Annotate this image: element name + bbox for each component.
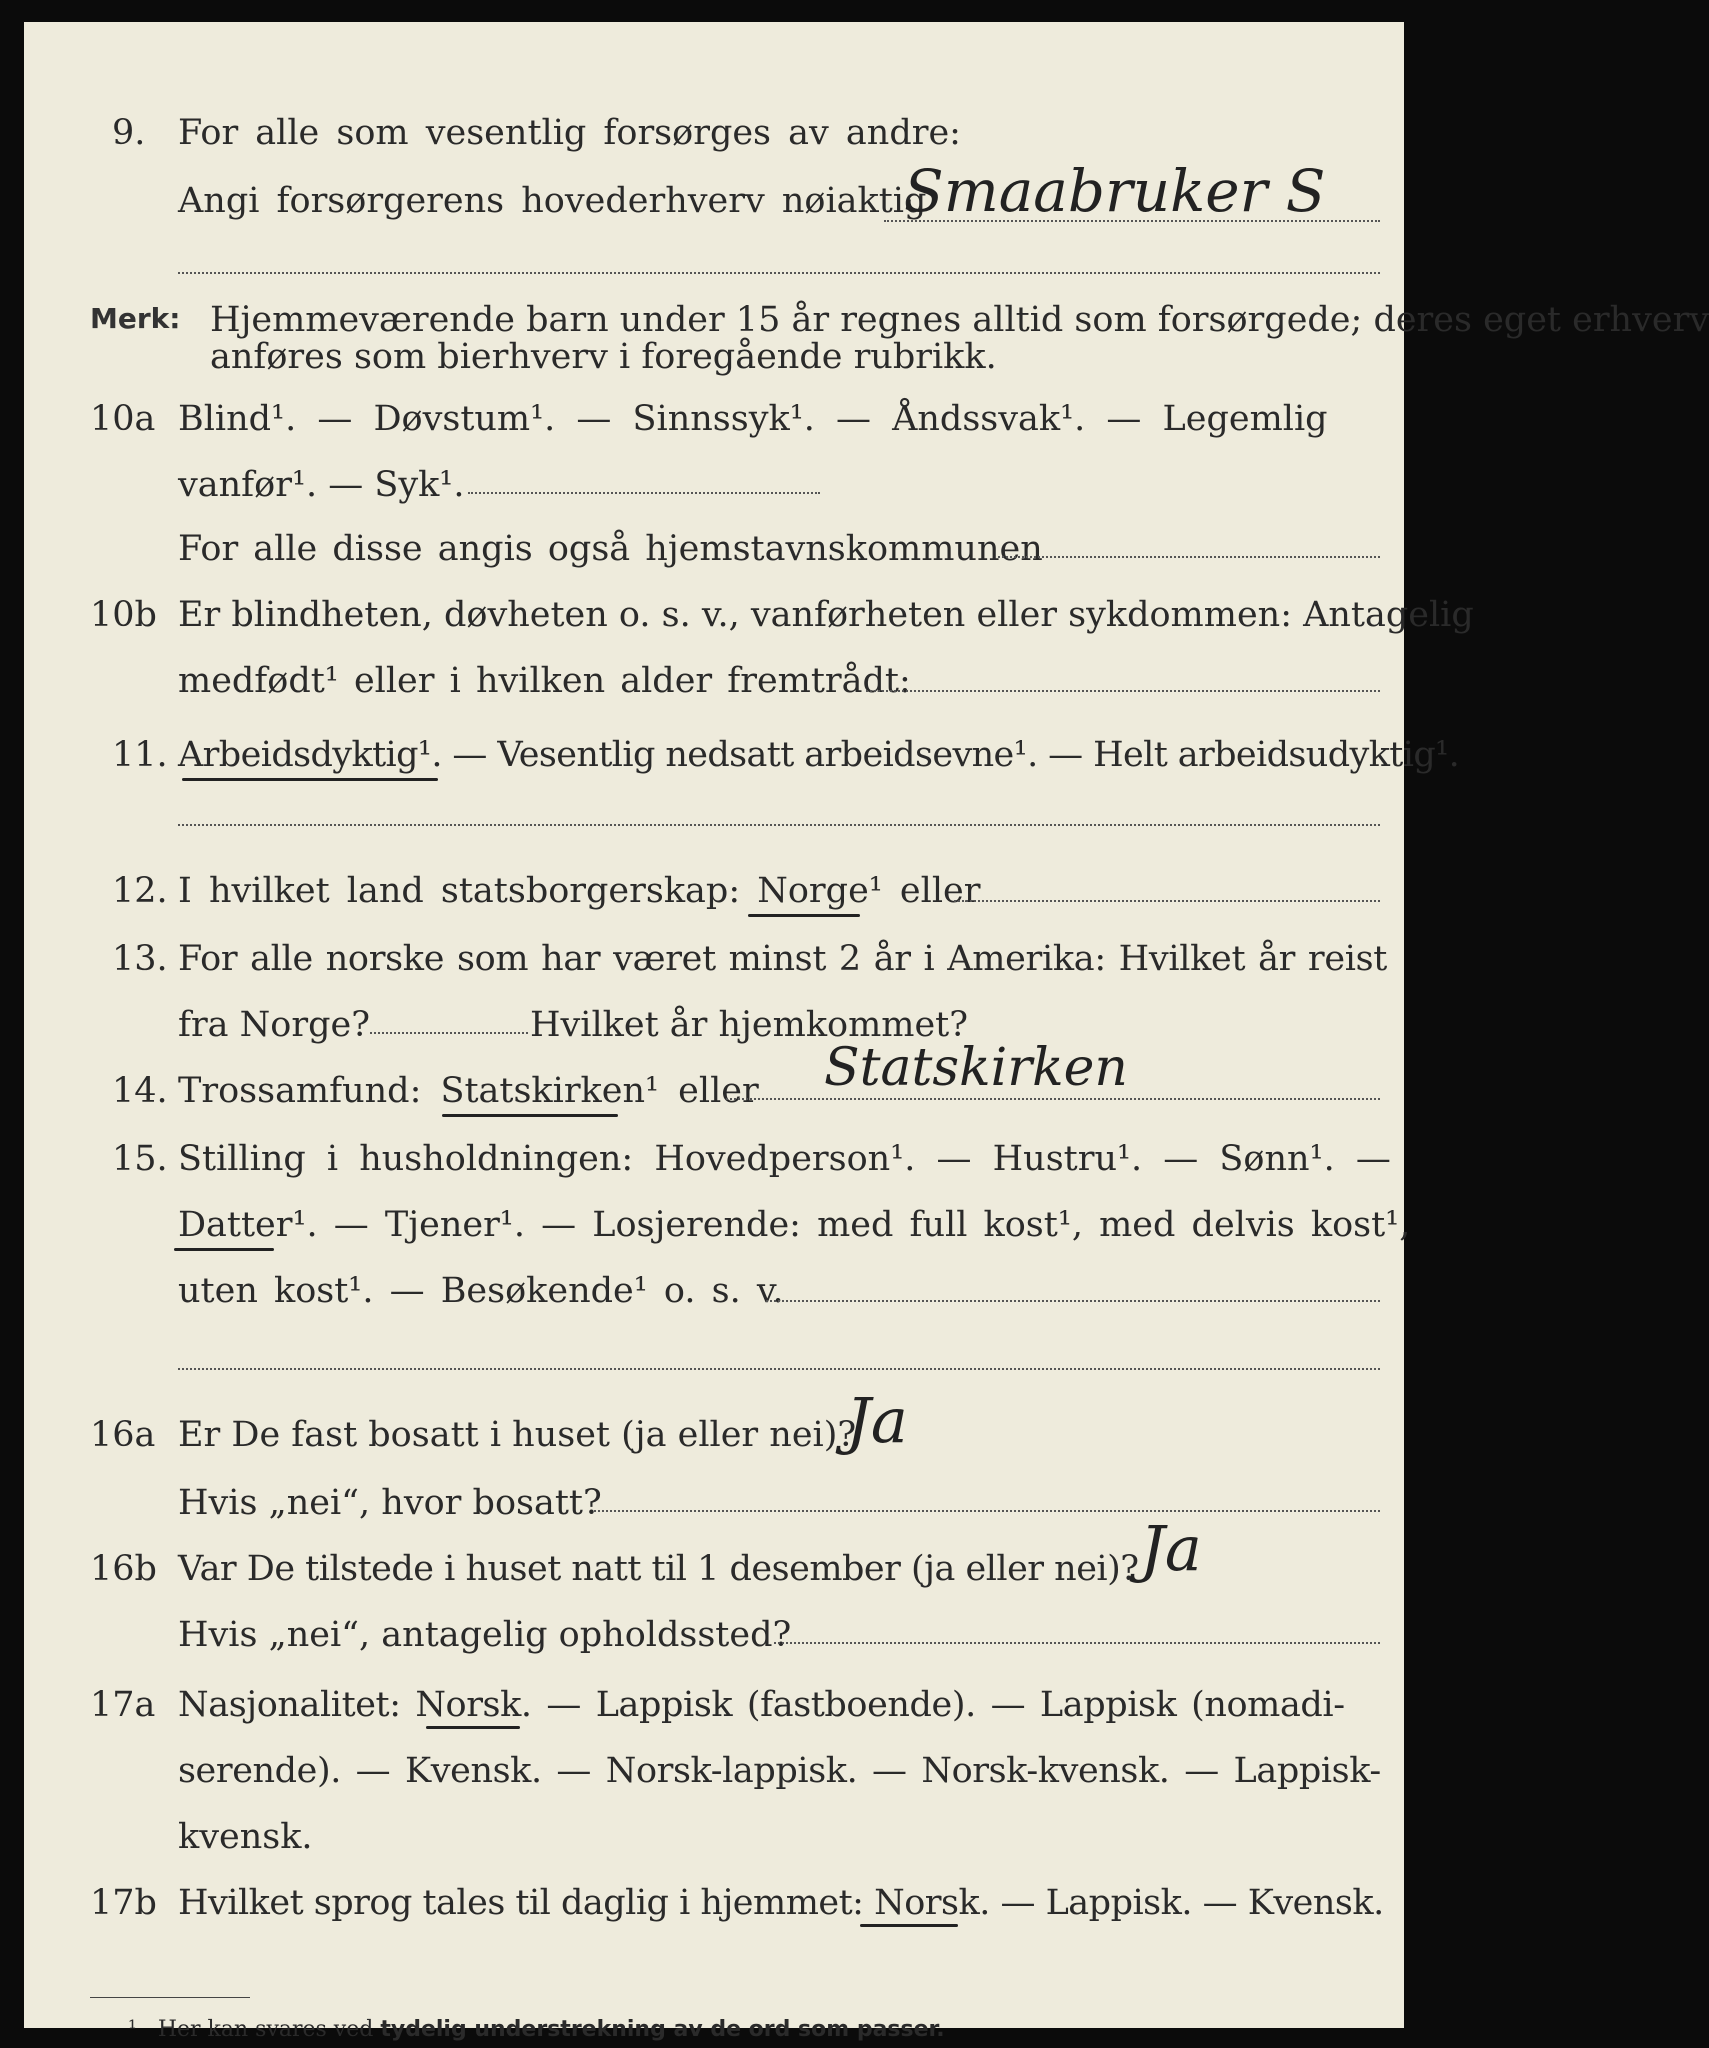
q16b-line2: Hvis „nei“, antagelig opholdssted? bbox=[178, 1615, 792, 1655]
q15-line2: Datter¹. — Tjener¹. — Losjerende: med full kost¹, med delvis kost¹, bbox=[178, 1205, 1411, 1245]
q12-number: 12. bbox=[112, 871, 168, 911]
q15-answer-underline bbox=[174, 1248, 274, 1251]
q12-dots bbox=[954, 900, 1380, 902]
q10b-line2: medfødt¹ eller i hvilken alder fremtrådt: bbox=[178, 661, 911, 701]
q16a-line1: Er De fast bosatt i huset (ja eller nei)? bbox=[178, 1415, 857, 1455]
merk-line2: anføres som bierhverv i foregående rubrikk. bbox=[210, 337, 997, 377]
q12-answer-underline bbox=[748, 914, 860, 917]
q16a-line2-dots bbox=[594, 1510, 1380, 1512]
q16a-handwritten-answer: Ja bbox=[846, 1384, 908, 1457]
q10a-line2-dots bbox=[468, 492, 820, 494]
q14-line1: Trossamfund: Statskirken¹ eller bbox=[178, 1071, 759, 1111]
merk-label: Merk: bbox=[90, 302, 181, 335]
q9-line2: Angi forsørgerens hovederhverv nøiaktig bbox=[178, 181, 927, 221]
q14-answer-underline bbox=[442, 1114, 618, 1117]
q15-blank-line bbox=[178, 1368, 1380, 1370]
q16b-number: 16b bbox=[90, 1549, 157, 1589]
q17b-answer-underline bbox=[860, 1924, 958, 1927]
q13-line2a: fra Norge? bbox=[178, 1005, 370, 1045]
q17a-number: 17a bbox=[90, 1685, 156, 1725]
q14-number: 14. bbox=[112, 1071, 168, 1111]
footnote bbox=[128, 2017, 945, 2042]
census-form-page bbox=[24, 22, 1709, 2042]
q15-line3-dots bbox=[766, 1300, 1380, 1302]
q9-number: 9. bbox=[112, 113, 146, 153]
q17a-line2: serende). — Kvensk. — Norsk-lappisk. — Norsk-kvensk. — Lappisk- bbox=[178, 1751, 1381, 1791]
q15-number: 15. bbox=[112, 1139, 168, 1179]
footnote-rule bbox=[90, 1997, 250, 1998]
q17b-line1: Hvilket sprog tales til daglig i hjemmet: Norsk. — Lappisk. — Kvensk. bbox=[178, 1883, 1384, 1923]
q16b-line1: Var De tilstede i huset natt til 1 desember (ja eller nei)? bbox=[178, 1549, 1139, 1589]
q10a-line3-dots bbox=[998, 556, 1380, 558]
footnote-mark: ¹ bbox=[128, 2017, 137, 2042]
q17a-line3: kvensk. bbox=[178, 1817, 313, 1857]
q16a-line2: Hvis „nei“, hvor bosatt? bbox=[178, 1483, 602, 1523]
q11-number: 11. bbox=[112, 735, 168, 775]
q15-line1: Stilling i husholdningen: Hovedperson¹. — Hustru¹. — Sønn¹. — bbox=[178, 1139, 1391, 1179]
q16b-line2-dots bbox=[774, 1642, 1380, 1644]
q10b-line2-dots bbox=[866, 690, 1380, 692]
q17b-number: 17b bbox=[90, 1883, 157, 1923]
q10b-number: 10b bbox=[90, 595, 157, 635]
q16b-handwritten-answer: Ja bbox=[1140, 1512, 1202, 1585]
footnote-text: Her kan svares ved bbox=[157, 2017, 374, 2042]
q13-line2a-dots bbox=[370, 1032, 528, 1034]
q11-answer-underline bbox=[182, 778, 438, 781]
q9-handwritten-answer: Smaabruker S bbox=[904, 157, 1326, 225]
q10a-line1: Blind¹. — Døvstum¹. — Sinnssyk¹. — Åndssvak¹. — Legemlig bbox=[178, 399, 1328, 439]
q15-line3: uten kost¹. — Besøkende¹ o. s. v. bbox=[178, 1271, 784, 1311]
q10a-line2: vanfør¹. — Syk¹. bbox=[178, 465, 465, 505]
footnote-bold-text: tydelig understrekning av de ord som passer. bbox=[380, 2017, 945, 2042]
q9-blank-line bbox=[178, 272, 1380, 274]
q11-blank-line bbox=[178, 824, 1380, 826]
q10a-line3: For alle disse angis også hjemstavnskommunen bbox=[178, 529, 1043, 569]
q17a-line1: Nasjonalitet: Norsk. — Lappisk (fastboende). — Lappisk (nomadi- bbox=[178, 1685, 1345, 1725]
q10a-number: 10a bbox=[90, 399, 156, 439]
q11-line1: Arbeidsdyktig¹. — Vesentlig nedsatt arbeidsevne¹. — Helt arbeidsudyktig¹. bbox=[178, 735, 1460, 775]
q13-line2b: Hvilket år hjemkommet? bbox=[530, 1005, 969, 1045]
q13-line1: For alle norske som har været minst 2 år i Amerika: Hvilket år reist bbox=[178, 939, 1388, 979]
merk-line1: Hjemmeværende barn under 15 år regnes alltid som forsørgede; deres eget erhverv bbox=[210, 300, 1709, 340]
q16a-number: 16a bbox=[90, 1415, 156, 1455]
q17a-answer-underline bbox=[426, 1726, 520, 1729]
q12-line1: I hvilket land statsborgerskap: Norge¹ eller bbox=[178, 871, 981, 911]
q10b-line1: Er blindheten, døvheten o. s. v., vanførheten eller sykdommen: Antagelig bbox=[178, 595, 1474, 635]
q9-line1: For alle som vesentlig forsørges av andre: bbox=[178, 113, 961, 153]
q14-handwritten-answer: Statskirken bbox=[824, 1038, 1128, 1098]
q13-number: 13. bbox=[112, 939, 168, 979]
q14-dots bbox=[726, 1098, 1380, 1100]
